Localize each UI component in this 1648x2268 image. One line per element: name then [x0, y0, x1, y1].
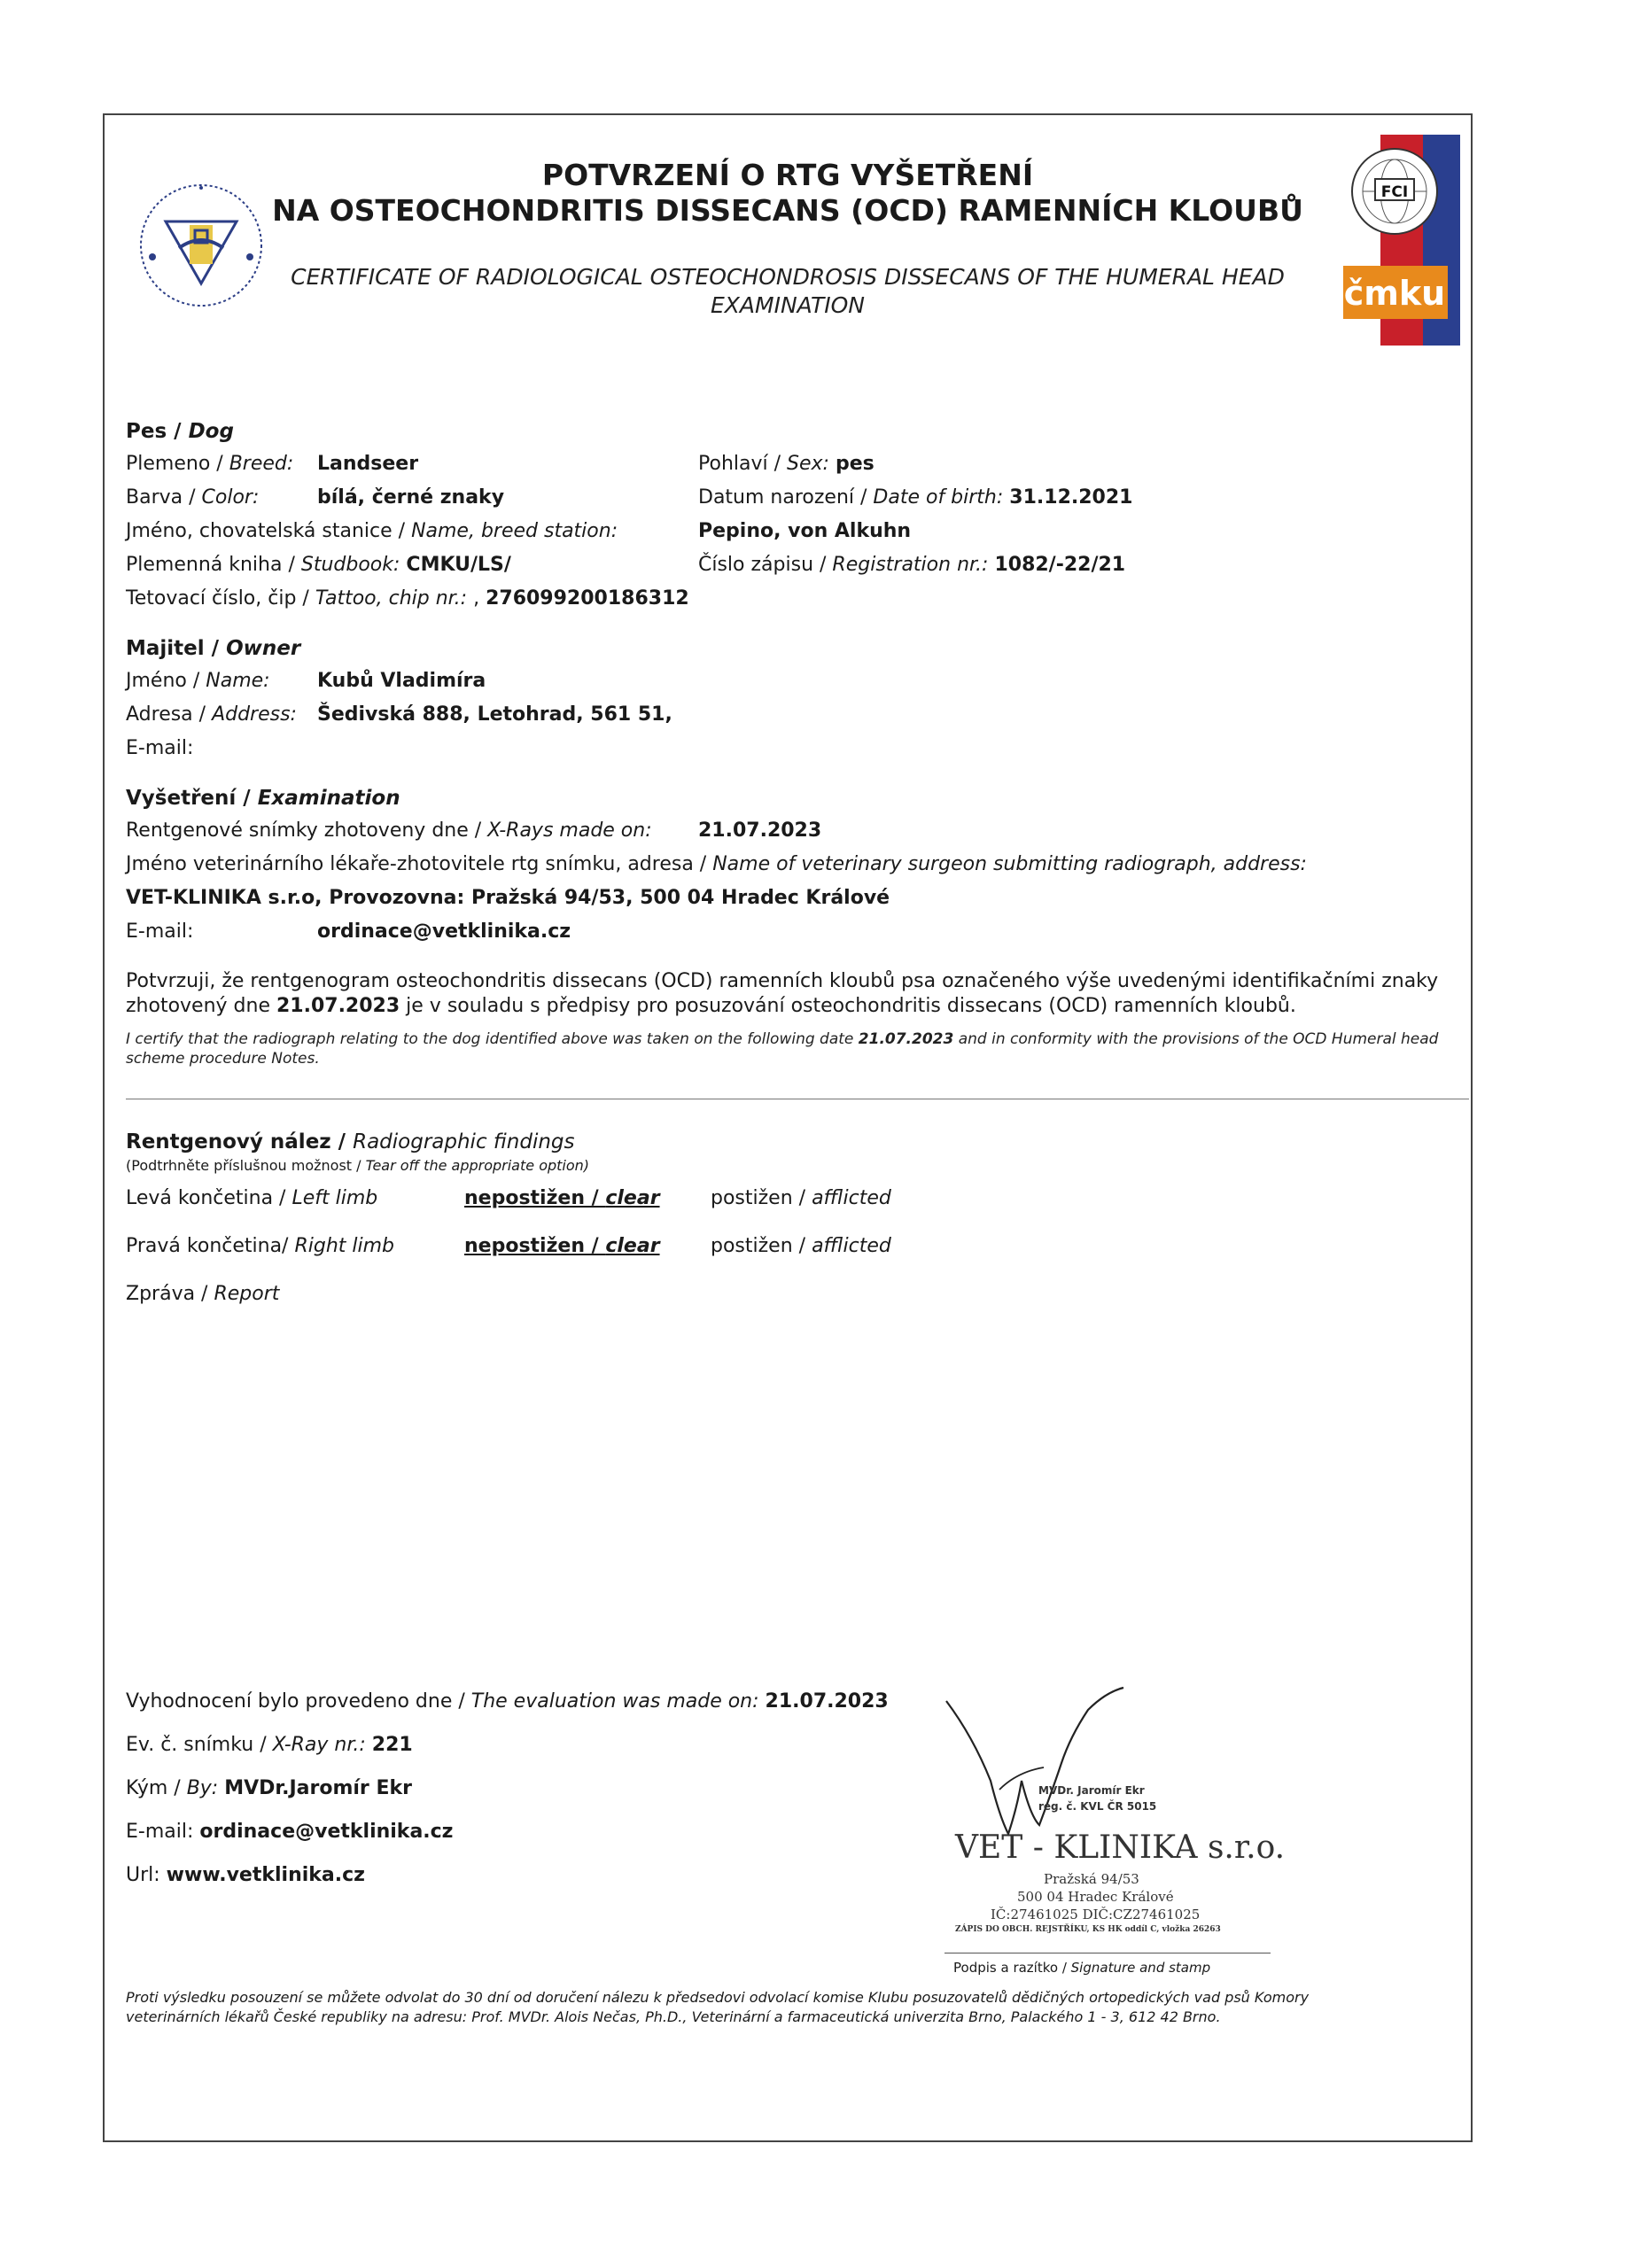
right-limb-clear: nepostižen / clear: [464, 1235, 660, 1257]
fci-logo-text: FCI: [1380, 183, 1409, 201]
evaluation-url-row: Url: www.vetklinika.cz: [126, 1864, 365, 1886]
certify-line1: I certify that the radiograph relating to the dog identified above was taken on the following date 21.07.2023 and in conformity with the provisions of the OCD Humeral head: [126, 1030, 1439, 1048]
vet-label: Jméno veterinárního lékaře-zhotovitele rtg snímku, adresa / Name of veterinary surgeon submitting radiograph, address:: [126, 853, 1307, 875]
vet-value: VET-KLINIKA s.r.o, Provozovna: Pražská 94/53, 500 04 Hradec Králové: [126, 887, 890, 909]
left-limb-label: Levá končetina / Left limb: [126, 1187, 378, 1209]
studbook-row: Plemenná kniha / Studbook: CMKU/LS/: [126, 554, 511, 576]
name-value: Pepino, von Alkuhn: [698, 520, 912, 542]
color-value: bílá, černé znaky: [317, 486, 505, 509]
exam-email-label: E-mail:: [126, 920, 194, 943]
certify-line2: scheme procedure Notes.: [126, 1050, 320, 1068]
dog-heading: Pes / Dog: [126, 420, 234, 443]
registration-row: Číslo zápisu / Registration nr.: 1082/-22/21: [698, 554, 1126, 576]
owner-name-label: Jméno / Name:: [126, 670, 270, 692]
stamp-register: ZÁPIS DO OBCH. REJSTŘÍKU, KS HK oddíl C, vložka 26263: [955, 1925, 1221, 1934]
signature-caption: Podpis a razítko / Signature and stamp: [953, 1960, 1211, 1976]
sex-row: Pohlaví / Sex: pes: [698, 453, 875, 475]
stamp-vet-name: MVDr. Jaromír Ekr: [1038, 1784, 1145, 1797]
left-limb-clear: nepostižen / clear: [464, 1187, 660, 1209]
name-label: Jméno, chovatelská stanice / Name, breed station:: [126, 520, 618, 542]
dob-row: Datum narození / Date of birth: 31.12.2021: [698, 486, 1133, 509]
evaluation-date-row: Vyhodnocení bylo provedeno dne / The evaluation was made on: 21.07.2023: [126, 1690, 889, 1713]
color-label: Barva / Color:: [126, 486, 260, 509]
cmku-logo-text: čmku: [1343, 274, 1446, 313]
stamp-registration: reg. č. KVL ČR 5015: [1038, 1800, 1157, 1813]
subtitle-line2: EXAMINATION: [711, 292, 865, 318]
appeal-footer-line1: Proti výsledku posouzení se můžete odvolat do 30 dní od doručení nálezu k předsedovi odvolací komise Klubu posuzovatelů dědičných ortopedických vad psů Komory: [126, 1989, 1310, 2006]
breed-value: Landseer: [317, 453, 419, 475]
owner-name-value: Kubů Vladimíra: [317, 670, 486, 692]
owner-address-label: Adresa / Address:: [126, 703, 297, 726]
owner-heading: Majitel / Owner: [126, 637, 301, 660]
owner-email-label: E-mail:: [126, 737, 194, 759]
xray-date-label: Rentgenové snímky zhotoveny dne / X-Rays made on:: [126, 819, 652, 842]
findings-heading: Rentgenový nález / Radiographic findings: [126, 1130, 575, 1153]
confirmation-line2: zhotovený dne 21.07.2023 je v souladu s předpisy pro posuzování osteochondritis dissecans (OCD) ramenních kloubů.: [126, 995, 1296, 1017]
tattoo-row: Tetovací číslo, čip / Tattoo, chip nr.: , 276099200186312: [126, 587, 689, 610]
right-limb-label: Pravá končetina/ Right limb: [126, 1235, 395, 1257]
findings-note: (Podtrhněte příslušnou možnost / Tear off the appropriate option): [126, 1157, 590, 1174]
left-limb-afflicted: postižen / afflicted: [711, 1187, 891, 1209]
xray-nr-row: Ev. č. snímku / X-Ray nr.: 221: [126, 1734, 413, 1756]
confirmation-line1: Potvrzuji, že rentgenogram osteochondritis dissecans (OCD) ramenních kloubů psa označeného výše uvedenými identifikačními znaky: [126, 970, 1439, 992]
stamp-ids: IČ:27461025 DIČ:CZ27461025: [991, 1907, 1201, 1922]
report-label: Zpráva / Report: [126, 1283, 280, 1305]
stamp-company: VET - KLINIKA s.r.o.: [955, 1829, 1286, 1866]
owner-address-value: Šedivská 888, Letohrad, 561 51,: [317, 703, 672, 726]
title-line2: NA OSTEOCHONDRITIS DISSECANS (OCD) RAMENNÍCH KLOUBŮ: [272, 193, 1303, 228]
stamp-street: Pražská 94/53: [1044, 1871, 1139, 1887]
subtitle-line1: CERTIFICATE OF RADIOLOGICAL OSTEOCHONDROSIS DISSECANS OF THE HUMERAL HEAD: [291, 264, 1285, 290]
right-limb-afflicted: postižen / afflicted: [711, 1235, 891, 1257]
handwritten-signature: [937, 1683, 1141, 1852]
appeal-footer-line2: veterinárních lékařů České republiky na adresu: Prof. MVDr. Alois Nečas, Ph.D., Veterinární a farmaceutická univerzita Brno, Palackého 1 - 3, 612 42 Brno.: [126, 2008, 1221, 2025]
breed-label: Plemeno / Breed:: [126, 453, 294, 475]
title-line1: POTVRZENÍ O RTG VYŠETŘENÍ: [541, 158, 1034, 192]
exam-email-value: ordinace@vetklinika.cz: [317, 920, 571, 943]
certificate-frame: [103, 113, 1473, 2142]
xray-date-value: 21.07.2023: [698, 819, 822, 842]
evaluator-row: Kým / By: MVDr.Jaromír Ekr: [126, 1777, 412, 1799]
examination-heading: Vyšetření / Examination: [126, 787, 400, 810]
stamp-city: 500 04 Hradec Králové: [1017, 1889, 1174, 1905]
evaluation-email-row: E-mail: ordinace@vetklinika.cz: [126, 1821, 454, 1843]
